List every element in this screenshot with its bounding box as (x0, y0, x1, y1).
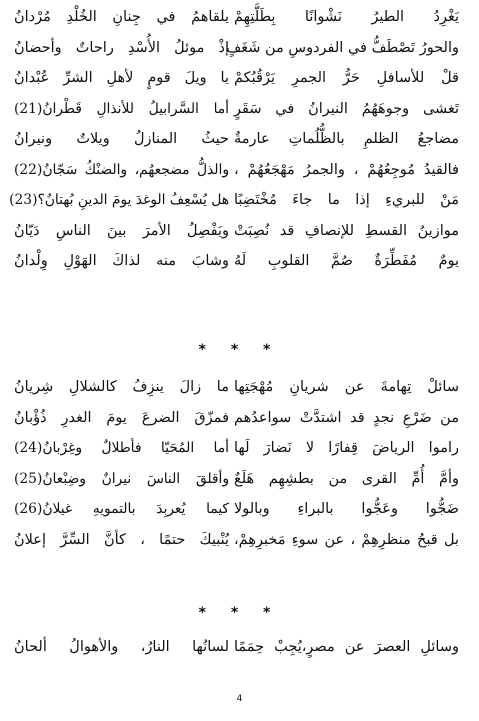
verse-line (0, 33, 479, 64)
verse-line (0, 124, 479, 155)
verse-line (0, 525, 479, 556)
verse-first-hemistich: يَغْرِدُ الطيرُ نَشْوانًا بِطَلَّتِهِمْ (234, 9, 459, 25)
stanza-1 (0, 2, 479, 277)
verse-second-hemistich: ويَفْصِلُ الأمرَ بينَ الناسِ دَيّانُ (14, 222, 229, 239)
stanza-separator: * * * (198, 605, 281, 621)
verse-line (0, 216, 479, 247)
verse-second-hemistich: إذْ موئلُ الأُسْدِ راحاتٌ وأحضانُ (14, 39, 229, 56)
stanza-2 (0, 372, 479, 555)
verse-second-hemistich: أما السَّرابيلُ للأنذالِ قَطْرانُ(21) (14, 100, 229, 117)
verse-first-hemistich: وسائلِ العصرَ عن مصرٍ،يُجِبْ حِمَمًا (234, 639, 459, 655)
verse-first-hemistich: من ضَرْعِ نجدٍ قد اشتدَّتْ سواعدُهم (234, 409, 459, 426)
verse-second-hemistich: هل يُسْعِفُ الوغدَ يومَ الدينِ بُهتانُ؟(23) (9, 192, 229, 208)
verse-line (0, 433, 479, 464)
verse-line (0, 632, 479, 663)
verse-first-hemistich: سائلْ تِهامةَ عن شريانِ مُهْجَتِها (234, 379, 459, 395)
verse-first-hemistich: والحورُ تَصْطَفُّ في الفردوسِ من شَغَفٍ (226, 39, 459, 56)
verse-second-hemistich: وأقلقَ الناسَ نيرانٌ وضِبْعانُ(25) (14, 470, 229, 487)
verse-second-hemistich: وشابَ منه لذاكَ الهَوْلِ وِلْدانُ (14, 253, 229, 269)
verse-line (0, 2, 479, 33)
verse-second-hemistich: فمزّقَ الضرعَ يومَ الغدرِ ذُؤْبانُ (14, 409, 229, 426)
verse-second-hemistich: ما زالَ ينزِفُ كالشلالِ شِريانُ (14, 379, 229, 395)
verse-line (0, 403, 479, 434)
verse-second-hemistich: كيما يُعربِدَ بالتمويهِ غيلانُ(26) (14, 501, 229, 517)
verse-second-hemistich: حيثُ المنازلُ ويلاتٌ ونيرانُ (14, 131, 229, 147)
verse-first-hemistich: راموا الرياضَ قِفارًا لا نَضارَ لَها (234, 440, 459, 456)
stanza-3 (0, 632, 479, 663)
verse-first-hemistich: وأمَّ أُمِّ القرى من بطشِهِم هَلَعٌ (234, 470, 459, 487)
verse-line (0, 63, 479, 94)
verse-line (0, 494, 479, 525)
verse-first-hemistich: ضَجُّوا وعَجُّوا بالبراءِ وبالولا (234, 501, 459, 517)
verse-line (0, 155, 479, 186)
verse-line (0, 464, 479, 495)
stanza-separator: * * * (198, 342, 281, 358)
page-number: 4 (236, 694, 243, 704)
verse-second-hemistich: يُنْبيكَ حتمًا ، كأنَّ السِّرَّ إعلانُ (14, 531, 229, 548)
verse-first-hemistich: مَنْ للبريءِ إذا ما جاءَ مُخْتَضِبًا (234, 192, 459, 208)
verse-second-hemistich: يا ويلَ قومٍ لأهلِ الشرِّ عُبْدانُ (14, 70, 229, 86)
verse-second-hemistich: لسانُها النارُ، والأهوالُ ألحانُ (14, 639, 229, 655)
verse-second-hemistich: يلقاهمُ في جِنانِ الخُلْدِ مُرْدانُ (14, 9, 229, 25)
verse-first-hemistich: يومٌ مُفَطِّرَةٌ صُمَّ القلوبِ لَهُ (234, 253, 459, 269)
verse-line (0, 185, 479, 216)
verse-line (0, 246, 479, 277)
verse-first-hemistich: قلْ للأسافلِ حَرُّ الجمرِ يَرْقُبُكمْ (234, 70, 459, 86)
verse-second-hemistich: والذلُّ مضجعهُم، والضنْكُ سَجّانُ(22) (14, 161, 229, 178)
verse-first-hemistich: مضاجعُ الظلمِ بالظُّلُماتِ عارمةٌ (234, 131, 459, 147)
verse-first-hemistich: موازينُ القسطِ للإنصافِ قد نُصِبَتْ (234, 222, 459, 239)
verse-line (0, 94, 479, 125)
verse-line (0, 372, 479, 403)
verse-second-hemistich: أما المُحَيّا فأطلالٌ وغِرْبانُ(24) (14, 440, 229, 456)
verse-first-hemistich: فالقيدُ مُوجِعُهُمْ ، والجمرُ مَهْجَعُهُمْ ، (234, 161, 459, 178)
verse-first-hemistich: تَغشى وجوهَهُمُ النيرانُ في سَقَرٍ (234, 100, 459, 117)
verse-first-hemistich: بل قبحُ منظرِهِمْ ، عن سوءِ مَخبرِهِمْ، (234, 531, 459, 548)
